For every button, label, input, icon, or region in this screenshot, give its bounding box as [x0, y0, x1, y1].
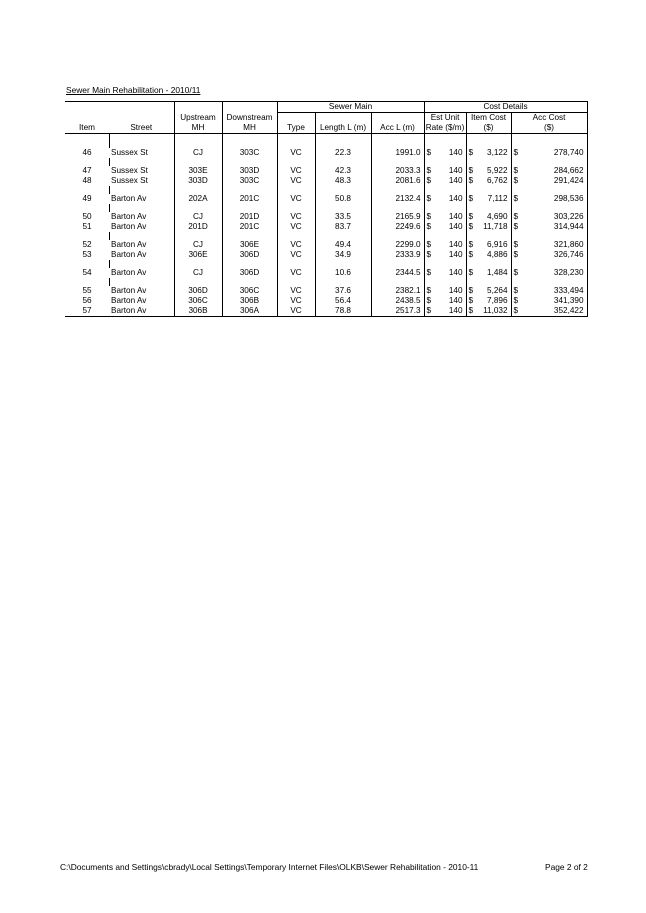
rate-cell-value: 140 — [448, 148, 463, 157]
upstream-mh-header: MH — [174, 123, 222, 134]
item-cell: 46 — [82, 148, 92, 157]
table-row — [65, 222, 587, 232]
currency-symbol: $ — [426, 148, 432, 157]
acc-cost-cell — [511, 194, 587, 204]
table-row — [65, 306, 587, 317]
rate-cell-value: 140 — [448, 286, 463, 295]
acc-length-cell: 2299.0 — [371, 240, 424, 250]
length-cell: 78.8 — [315, 306, 371, 317]
length-cell: 83.7 — [315, 222, 371, 232]
acc-cost-cell-value: 341,390 — [553, 296, 584, 305]
type-header: Type — [277, 123, 315, 134]
currency-symbol: $ — [468, 212, 474, 221]
acc-cost-cell-value: 314,944 — [553, 222, 584, 231]
item-cost-cell — [466, 212, 511, 222]
item-cost-cell — [466, 306, 511, 317]
rate-cell-value: 140 — [448, 250, 463, 259]
currency-symbol: $ — [468, 240, 474, 249]
length-cell: 49.4 — [315, 240, 371, 250]
rate-cell — [424, 212, 466, 222]
acc-length-header: Acc L (m) — [371, 123, 424, 134]
rate-cell-value: 140 — [448, 268, 463, 277]
street-cell: Barton Av — [111, 286, 147, 295]
type-cell: VC — [277, 306, 315, 317]
acc-cost-cell-value: 303,226 — [553, 212, 584, 221]
acc-cost-cell-value: 321,860 — [553, 240, 584, 249]
item-cost-cell-value: 11,032 — [483, 306, 508, 315]
item-cost-cell-value: 11,718 — [483, 222, 508, 231]
upstream-cell: CJ — [174, 268, 222, 278]
acc-cost-header: Acc Cost — [511, 113, 587, 124]
acc-cost-cell — [511, 250, 587, 260]
upstream-cell: CJ — [174, 240, 222, 250]
currency-symbol: $ — [426, 166, 432, 175]
table-row — [65, 166, 587, 176]
street-header: Street — [109, 123, 174, 134]
item-cost-cell — [466, 166, 511, 176]
item-cell: 56 — [82, 296, 92, 305]
item-cost-cell-value: 7,112 — [487, 194, 508, 203]
rate-cell — [424, 296, 466, 306]
acc-length-cell: 2165.9 — [371, 212, 424, 222]
rate-cell — [424, 222, 466, 232]
length-cell: 34.9 — [315, 250, 371, 260]
rate-cell — [424, 240, 466, 250]
downstream-cell: 306B — [222, 296, 277, 306]
spacer-row — [65, 260, 587, 268]
item-cost-cell-value: 3,122 — [487, 148, 508, 157]
table-row — [65, 212, 587, 222]
sewer-rehab-table — [65, 101, 588, 317]
table-row — [65, 286, 587, 296]
item-cost-cell-value: 1,484 — [487, 268, 508, 277]
acc-cost-cell-value: 333,494 — [553, 286, 584, 295]
acc-length-cell: 2033.3 — [371, 166, 424, 176]
length-cell: 33.5 — [315, 212, 371, 222]
rate-cell-value: 140 — [448, 222, 463, 231]
table-row — [65, 268, 587, 278]
item-cost-cell — [466, 148, 511, 158]
currency-symbol: $ — [426, 268, 432, 277]
downstream-cell: 306D — [222, 250, 277, 260]
acc-cost-cell — [511, 166, 587, 176]
table-row — [65, 296, 587, 306]
downstream-header: Downstream — [222, 113, 277, 124]
item-cost-cell-value: 6,916 — [487, 240, 508, 249]
rate-cell-value: 140 — [448, 296, 463, 305]
currency-symbol: $ — [468, 166, 474, 175]
street-cell: Barton Av — [111, 296, 147, 305]
currency-symbol: $ — [468, 194, 474, 203]
currency-symbol: $ — [513, 296, 519, 305]
downstream-cell: 306A — [222, 306, 277, 317]
downstream-cell: 201C — [222, 222, 277, 232]
item-cell: 49 — [82, 194, 92, 203]
sewer-main-header: Sewer Main — [277, 102, 424, 113]
currency-symbol: $ — [468, 148, 474, 157]
spacer-row — [65, 158, 587, 166]
downstream-cell: 306D — [222, 268, 277, 278]
item-cell: 50 — [82, 212, 92, 221]
document-title: Sewer Main Rehabilitation - 2010/11 — [66, 85, 201, 95]
type-cell: VC — [277, 194, 315, 204]
item-cost-cell — [466, 296, 511, 306]
street-cell: Barton Av — [111, 250, 147, 259]
spacer-row — [65, 134, 587, 149]
item-cost-cell-value: 5,922 — [487, 166, 508, 175]
currency-symbol: $ — [426, 212, 432, 221]
type-cell: VC — [277, 148, 315, 158]
currency-symbol: $ — [513, 306, 519, 315]
item-cost-unit-header: ($) — [466, 123, 511, 134]
upstream-cell: CJ — [174, 148, 222, 158]
currency-symbol: $ — [513, 148, 519, 157]
rate-cell-value: 140 — [448, 212, 463, 221]
item-header: Item — [65, 123, 109, 134]
currency-symbol: $ — [468, 250, 474, 259]
item-cell: 47 — [82, 166, 92, 175]
rate-cell — [424, 268, 466, 278]
acc-cost-cell — [511, 148, 587, 158]
spacer-row — [65, 232, 587, 240]
rate-header: Rate ($/m) — [425, 123, 465, 132]
upstream-cell: CJ — [174, 212, 222, 222]
street-cell: Barton Av — [111, 240, 147, 249]
acc-cost-cell-value: 326,746 — [553, 250, 584, 259]
table-row — [65, 250, 587, 260]
rate-cell-value: 140 — [448, 166, 463, 175]
item-cell: 53 — [82, 250, 92, 259]
item-cost-cell — [466, 250, 511, 260]
street-cell: Barton Av — [111, 222, 147, 231]
length-cell: 22.3 — [315, 148, 371, 158]
downstream-cell: 303D — [222, 166, 277, 176]
rate-cell — [424, 166, 466, 176]
length-cell: 42.3 — [315, 166, 371, 176]
header-row-group — [65, 102, 587, 113]
acc-cost-cell — [511, 222, 587, 232]
acc-length-cell: 2438.5 — [371, 296, 424, 306]
type-cell: VC — [277, 166, 315, 176]
currency-symbol: $ — [513, 222, 519, 231]
currency-symbol: $ — [426, 306, 432, 315]
acc-cost-cell-value: 352,422 — [553, 306, 584, 315]
downstream-cell: 303C — [222, 148, 277, 158]
item-cell: 48 — [82, 176, 92, 185]
type-cell: VC — [277, 240, 315, 250]
est-unit-header: Est Unit — [424, 113, 466, 124]
spacer-row — [65, 186, 587, 194]
currency-symbol: $ — [513, 176, 519, 185]
downstream-cell: 306C — [222, 286, 277, 296]
table-body — [65, 134, 587, 317]
currency-symbol: $ — [468, 306, 474, 315]
acc-cost-cell — [511, 306, 587, 317]
currency-symbol: $ — [468, 222, 474, 231]
downstream-cell: 201D — [222, 212, 277, 222]
currency-symbol: $ — [426, 250, 432, 259]
item-cost-cell — [466, 176, 511, 186]
header-row-1 — [65, 113, 587, 124]
upstream-cell: 306B — [174, 306, 222, 317]
currency-symbol: $ — [513, 286, 519, 295]
spacer-row — [65, 204, 587, 212]
rate-cell — [424, 194, 466, 204]
item-cost-cell-value: 4,886 — [487, 250, 508, 259]
upstream-header: Upstream — [174, 113, 222, 124]
street-cell: Sussex St — [111, 176, 148, 185]
upstream-cell: 306C — [174, 296, 222, 306]
length-cell: 10.6 — [315, 268, 371, 278]
table-row — [65, 194, 587, 204]
currency-symbol: $ — [426, 296, 432, 305]
acc-length-cell: 2249.6 — [371, 222, 424, 232]
type-cell: VC — [277, 176, 315, 186]
street-cell: Barton Av — [109, 306, 174, 317]
acc-length-cell: 2344.5 — [371, 268, 424, 278]
type-cell: VC — [277, 212, 315, 222]
type-cell: VC — [277, 268, 315, 278]
acc-length-cell: 2081.6 — [371, 176, 424, 186]
item-cell: 55 — [82, 286, 92, 295]
downstream-mh-header: MH — [222, 123, 277, 134]
acc-length-cell: 2382.1 — [371, 286, 424, 296]
length-cell: 50.8 — [315, 194, 371, 204]
currency-symbol: $ — [513, 194, 519, 203]
cost-details-header: Cost Details — [424, 102, 587, 113]
table-row — [65, 240, 587, 250]
rate-cell-value: 140 — [448, 194, 463, 203]
acc-cost-cell-value: 278,740 — [553, 148, 584, 157]
rate-cell-value: 140 — [448, 306, 463, 315]
acc-cost-cell-value: 298,536 — [553, 194, 584, 203]
currency-symbol: $ — [426, 222, 432, 231]
item-cost-cell — [466, 194, 511, 204]
acc-length-cell: 2333.9 — [371, 250, 424, 260]
item-cost-cell-value: 5,264 — [487, 286, 508, 295]
item-cell: 54 — [82, 268, 92, 277]
acc-cost-cell-value: 291,424 — [553, 176, 584, 185]
item-cell: 57 — [65, 306, 109, 317]
item-cost-cell — [466, 268, 511, 278]
street-cell: Sussex St — [111, 166, 148, 175]
downstream-cell: 306E — [222, 240, 277, 250]
header-row-2 — [65, 123, 587, 134]
acc-cost-cell-value: 328,230 — [553, 268, 584, 277]
currency-symbol: $ — [513, 268, 519, 277]
acc-length-cell: 2132.4 — [371, 194, 424, 204]
acc-length-cell: 2517.3 — [371, 306, 424, 317]
acc-length-cell: 1991.0 — [371, 148, 424, 158]
acc-cost-cell-value: 284,662 — [553, 166, 584, 175]
currency-symbol: $ — [468, 268, 474, 277]
type-cell: VC — [277, 222, 315, 232]
currency-symbol: $ — [426, 176, 432, 185]
street-cell: Barton Av — [111, 194, 147, 203]
type-cell: VC — [277, 296, 315, 306]
type-cell: VC — [277, 250, 315, 260]
acc-cost-cell — [511, 240, 587, 250]
type-cell: VC — [277, 286, 315, 296]
acc-cost-unit-header: ($) — [511, 123, 587, 134]
upstream-cell: 201D — [174, 222, 222, 232]
currency-symbol: $ — [513, 240, 519, 249]
street-cell: Barton Av — [111, 212, 147, 221]
street-cell: Barton Av — [111, 268, 147, 277]
page-number: Page 2 of 2 — [545, 862, 588, 872]
currency-symbol: $ — [426, 194, 432, 203]
upstream-cell: 306E — [174, 250, 222, 260]
currency-symbol: $ — [468, 176, 474, 185]
length-header: Length L (m) — [315, 123, 371, 134]
currency-symbol: $ — [513, 250, 519, 259]
table-row — [65, 176, 587, 186]
upstream-cell: 306D — [174, 286, 222, 296]
currency-symbol: $ — [468, 286, 474, 295]
item-cost-cell — [466, 286, 511, 296]
rate-cell — [424, 250, 466, 260]
currency-symbol: $ — [426, 286, 432, 295]
rate-cell — [424, 148, 466, 158]
currency-symbol: $ — [468, 296, 474, 305]
rate-cell-value: 140 — [448, 240, 463, 249]
item-cost-cell-value: 7,896 — [487, 296, 508, 305]
spacer-row — [65, 278, 587, 286]
upstream-cell: 202A — [174, 194, 222, 204]
rate-cell-value: 140 — [448, 176, 463, 185]
item-cost-cell-value: 4,690 — [487, 212, 508, 221]
item-cell: 51 — [82, 222, 92, 231]
acc-cost-cell — [511, 296, 587, 306]
item-cost-cell — [466, 240, 511, 250]
street-cell: Sussex St — [111, 148, 148, 157]
rate-cell — [424, 286, 466, 296]
table-row — [65, 148, 587, 158]
length-cell: 37.6 — [315, 286, 371, 296]
item-cost-cell — [466, 222, 511, 232]
rate-cell — [424, 306, 466, 317]
downstream-cell: 201C — [222, 194, 277, 204]
acc-cost-cell — [511, 268, 587, 278]
acc-cost-cell — [511, 286, 587, 296]
upstream-cell: 303E — [174, 166, 222, 176]
item-cell: 52 — [82, 240, 92, 249]
acc-cost-cell — [511, 212, 587, 222]
downstream-cell: 303C — [222, 176, 277, 186]
currency-symbol: $ — [513, 212, 519, 221]
item-cost-header: Item Cost — [466, 113, 511, 124]
length-cell: 48.3 — [315, 176, 371, 186]
currency-symbol: $ — [426, 240, 432, 249]
currency-symbol: $ — [513, 166, 519, 175]
rate-cell — [424, 176, 466, 186]
item-cost-cell-value: 6,762 — [487, 176, 508, 185]
upstream-cell: 303D — [174, 176, 222, 186]
footer-file-path: C:\Documents and Settings\cbrady\Local Settings\Temporary Internet Files\OLKB\Sewer Rehabilitation - 2010-11 — [60, 862, 479, 872]
length-cell: 56.4 — [315, 296, 371, 306]
acc-cost-cell — [511, 176, 587, 186]
